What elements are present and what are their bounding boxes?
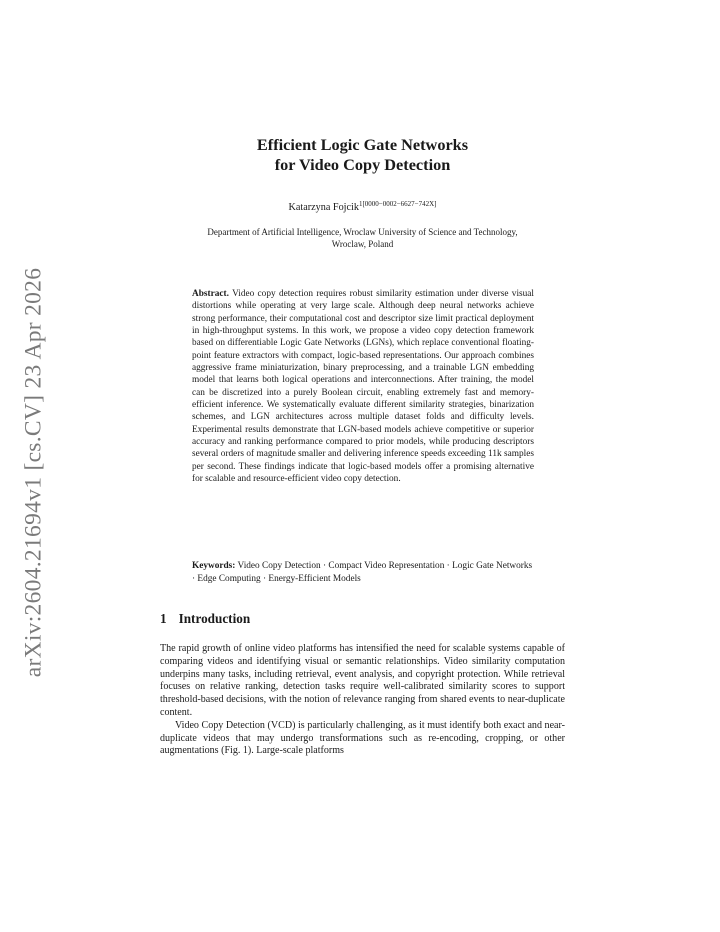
introduction-body — [160, 643, 565, 758]
author-name: Katarzyna Fojcik — [288, 202, 359, 213]
author-line — [160, 200, 565, 213]
affiliation-line-2: Wroclaw, Poland — [331, 239, 394, 249]
keywords-label: Keywords: — [192, 561, 236, 571]
abstract — [192, 288, 534, 486]
paper-title — [160, 135, 565, 175]
arxiv-identifier: arXiv:2604.21694v1 [cs.CV] 23 Apr 2026 — [20, 267, 47, 677]
section-number: 1 — [160, 611, 167, 626]
abstract-label: Abstract. — [192, 289, 229, 299]
section-heading — [160, 611, 250, 627]
paper-title-line-1: Efficient Logic Gate Networks — [256, 135, 469, 154]
keywords — [192, 560, 534, 585]
paragraph: Video Copy Detection (VCD) is particularly challenging, as it must identify both exact and near-duplicate videos that may undergo transformations such as re-encoding, cropping, or other augmentations (Fig. 1). Large-scale platforms — [160, 719, 565, 757]
affiliation — [158, 226, 567, 250]
paragraph: The rapid growth of online video platforms has intensified the need for scalable systems capable of comparing videos and identifying visual or semantic relationships. Video similarity computation underpins many tasks, including retrieval, event analysis, and copyright protection. While retrieval focuses on relative ranking, detection tasks require well-calibrated similarity scores to support threshold-based decisions, with the notion of relevance ranging from shared events to near-duplicate content. — [160, 643, 565, 718]
paper-title-line-2: for Video Copy Detection — [274, 155, 451, 174]
affiliation-line-1: Department of Artificial Intelligence, Wroclaw University of Science and Technology, — [207, 227, 518, 237]
keywords-text: Video Copy Detection · Compact Video Representation · Logic Gate Networks · Edge Computing · Energy-Efficient Models — [192, 561, 533, 584]
section-title: Introduction — [178, 611, 251, 626]
arxiv-identifier-margin — [16, 262, 52, 682]
abstract-text: Video copy detection requires robust similarity estimation under diverse visual distortions while operating at very large scale. Although deep neural networks achieve strong performance, their computational cost and descriptor size limit practical deployment in high-throughput systems. In this work, we propose a video copy detection framework based on differentiable Logic Gate Networks (LGNs), which replace conventional floating-point feature extractors with compact, logic-based representations. Our approach combines aggressive frame miniaturization, binary preprocessing, and a trainable LGN embedding model that learns both logical operations and interconnections. After training, the model can be discretized into a purely Boolean circuit, enabling extremely fast and memory-efficient inference. We systematically evaluate different similarity strategies, binarization schemes, and LGN architectures across multiple dataset folds and difficulty levels. Experimental results demonstrate that LGN-based models achieve competitive or superior accuracy and ranking performance compared to prior models, while producing descriptors several orders of magnitude smaller and delivering inference speeds exceeding 11k samples per second. These findings indicate that logic-based models offer a promising alternative for scalable and resource-efficient video copy detection. — [192, 289, 535, 485]
author-orcid: 1[0000−0002−6627−742X] — [358, 200, 437, 208]
